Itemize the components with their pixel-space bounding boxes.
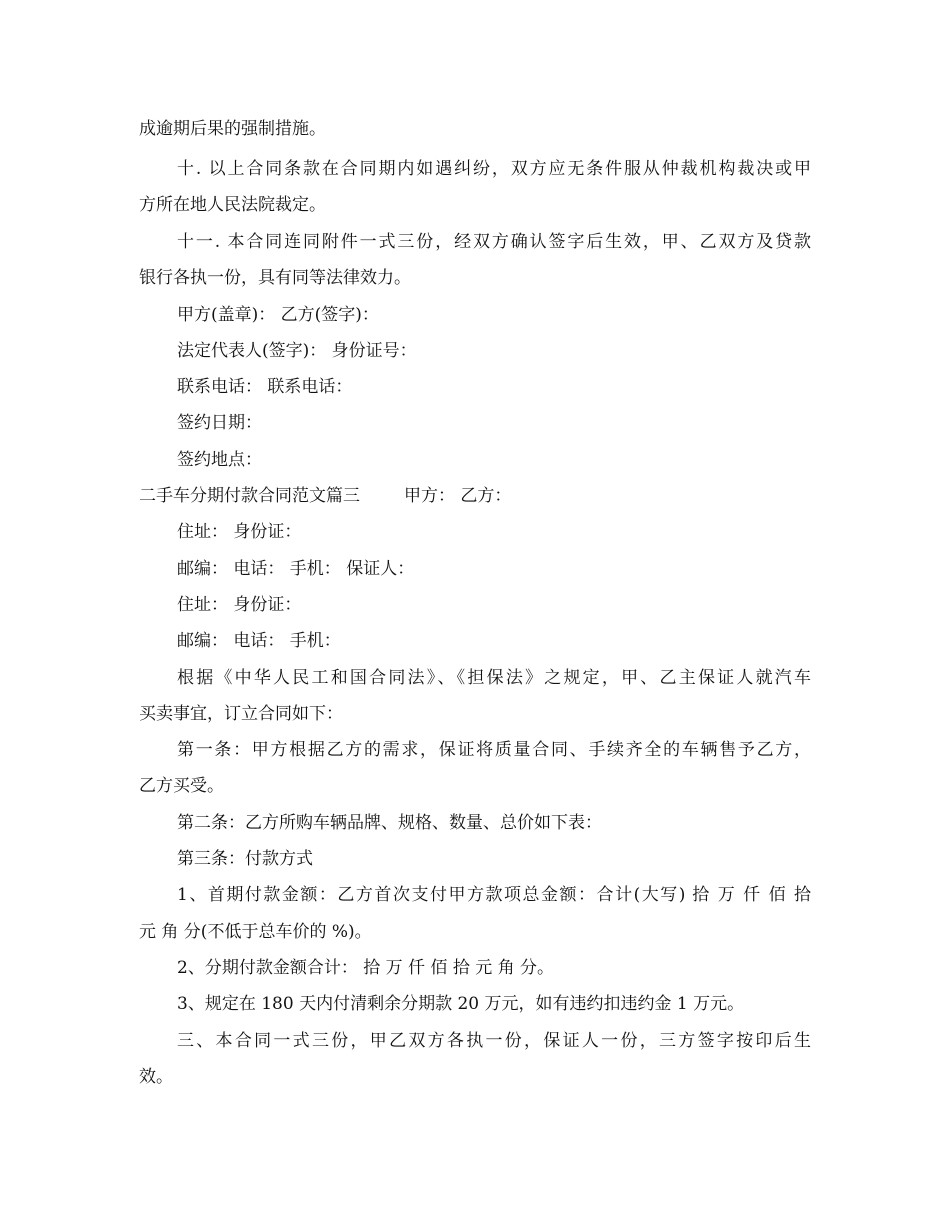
text-line: 效。 (139, 1067, 173, 1087)
text-line: 邮编： 电话： 手机： (177, 631, 341, 651)
text-line: 甲方(盖章)： 乙方(签字)： (177, 305, 379, 325)
text-line: 方所在地人民法院裁定。 (139, 195, 326, 215)
text-line: 法定代表人(签字)： 身份证号： (177, 341, 417, 361)
text-line: 联系电话： 联系电话： (177, 377, 353, 397)
text-line: 第一条：甲方根据乙方的需求，保证将质量合同、手续齐全的车辆售予乙方， (177, 740, 811, 760)
text-line: 第二条：乙方所购车辆品牌、规格、数量、总价如下表： (177, 813, 602, 833)
text-line: 十一. 本合同连同附件一式三份，经双方确认签字后生效，甲、乙双方及贷款 (177, 232, 811, 252)
text-line: 三、本合同一式三份，甲乙双方各执一份，保证人一份，三方签字按印后生 (177, 1031, 811, 1051)
text-line: 3、规定在 180 天内付清剩余分期款 20 万元，如有违约扣违约金 1 万元。 (177, 994, 745, 1014)
parties-label: 甲方： 乙方： (404, 486, 512, 506)
text-line: 买卖事宜，订立合同如下： (139, 704, 343, 724)
text-line: 银行各执一份，具有同等法律效力。 (139, 268, 411, 288)
text-line: 邮编： 电话： 手机： 保证人： (177, 559, 415, 579)
text-line: 住址： 身份证： (177, 595, 302, 615)
text-line: 十. 以上合同条款在合同期内如遇纠纷，双方应无条件服从仲裁机构裁决或甲 (177, 159, 811, 179)
text-line: 签约地点： (177, 450, 262, 470)
text-line: 元 角 分(不低于总车价的 %)。 (139, 922, 372, 942)
section-heading-line (139, 484, 511, 508)
text-line: 住址： 身份证： (177, 522, 302, 542)
text-line: 第三条：付款方式 (177, 849, 313, 869)
text-line: 乙方买受。 (139, 776, 224, 796)
text-line: 签约日期： (177, 413, 262, 433)
text-line: 成逾期后果的强制措施。 (139, 119, 326, 139)
text-line: 根据《中华人民工和国合同法》、《担保法》之规定，甲、乙主保证人就汽车 (177, 668, 811, 688)
text-line: 2、分期付款金额合计： 拾 万 仟 佰 拾 元 角 分。 (177, 958, 555, 978)
section-heading: 二手车分期付款合同范文篇三 (139, 486, 360, 506)
text-line: 1、首期付款金额：乙方首次支付甲方款项总金额：合计(大写) 拾 万 仟 佰 拾 (177, 885, 811, 905)
